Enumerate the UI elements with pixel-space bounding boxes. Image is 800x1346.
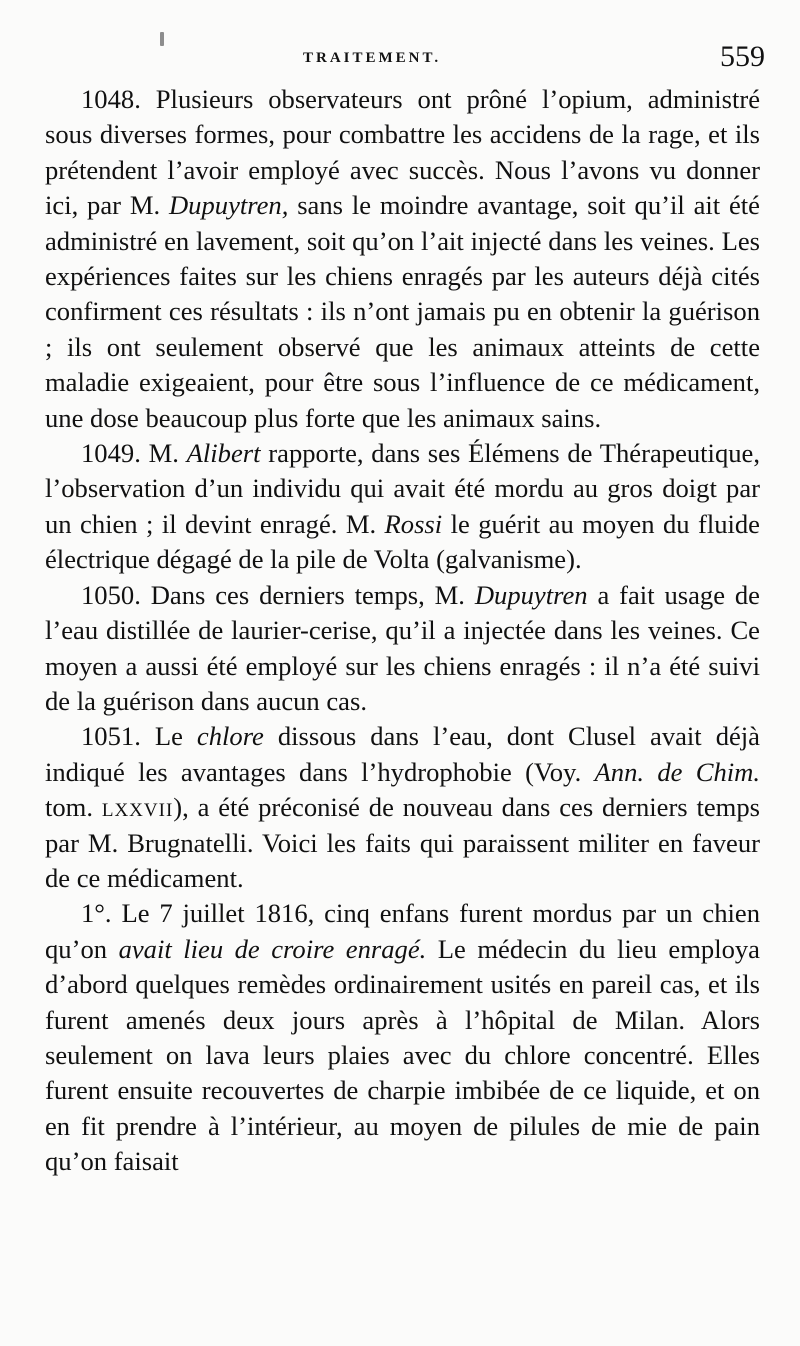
text-run: 1°. Le 7 juillet 1816, cinq enfans furent mordus par un chien qu’on <box>45 898 760 964</box>
text-run: 1048. Plusieurs observateurs ont prôné l’opium, administré sous diverses formes, pour combattre les accidens de la rage, et ils prétendent l’avoir employé avec succès. Nous l’avons vu donner ici, par M. <box>45 84 760 221</box>
running-head: TRAITEMENT. <box>303 50 442 66</box>
italic-name: Dupuytren, <box>168 190 289 221</box>
page-header <box>45 40 765 80</box>
text-run: 1051. Le <box>81 721 197 752</box>
italic-phrase: avait lieu de croire enragé. <box>118 933 427 964</box>
text-run: le guérit au moyen du fluide électrique dégagé de la pile de Volta (galvanisme). <box>45 508 760 575</box>
text-run: rapporte, dans ses Élémens de Thérapeutique, l’observation d’un individu qui avait été mordu au gros doigt par un chien ; il devint enragé. M. <box>45 438 760 539</box>
paragraph-case-1 <box>45 896 760 1179</box>
italic-name: Rossi <box>384 508 443 539</box>
italic-term: chlore <box>196 721 264 752</box>
body-text <box>45 82 760 1180</box>
paragraph-1051 <box>45 719 760 896</box>
roman-numeral: lxxvii <box>101 792 174 823</box>
italic-name: Alibert <box>186 438 261 469</box>
paragraph-1050 <box>45 578 760 720</box>
text-run: 1050. Dans ces derniers temps, M. <box>81 579 475 610</box>
italic-citation: Ann. de Chim. <box>594 756 760 787</box>
italic-name: Dupuytren <box>474 579 588 610</box>
text-run: a fait usage de l’eau distillée de laurier-cerise, qu’il a injectée dans les veines. Ce moyen a aussi été employé sur les chiens enragés : il n’a été suivi de la guérison dans aucun cas. <box>45 579 760 716</box>
paragraph-1048 <box>45 82 760 436</box>
text-run: tom. <box>45 792 102 823</box>
paragraph-1049 <box>45 436 760 578</box>
text-run: sans le moindre avantage, soit qu’il ait été administré en lavement, soit qu’on l’ait injecté dans les veines. Les expériences faites sur les chiens enragés par les auteurs déjà cités confirment ces résultats : ils n’ont jamais pu en obtenir la guérison ; ils ont seulement observé que les animaux atteints de cette maladie exigeaient, pour être sous l’influence de ce médicament, une dose beaucoup plus forte que les animaux sains. <box>45 190 760 433</box>
text-run: ), a été préconisé de nouveau dans ces derniers temps par M. Brugnatelli. Voici les faits qui paraissent militer en faveur de ce médicament. <box>45 792 761 893</box>
text-run: dissous dans l’eau, dont Clusel avait déjà indiqué les avantages dans l’hydrophobie (Voy. <box>45 721 760 787</box>
text-run: Le médecin du lieu employa d’abord quelques remèdes ordinairement usités en pareil cas, et ils furent amenés deux jours après à l’hôpital de Milan. Alors seulement on lava leurs plaies avec du chlore concentré. Elles furent ensuite recouvertes de charpie imbibée de ce liquide, et on en fit prendre à l’intérieur, au moyen de pilules de mie de pain qu’on faisait <box>45 933 760 1177</box>
text-run: 1049. M. <box>81 438 187 469</box>
page-number: 559 <box>720 40 765 73</box>
